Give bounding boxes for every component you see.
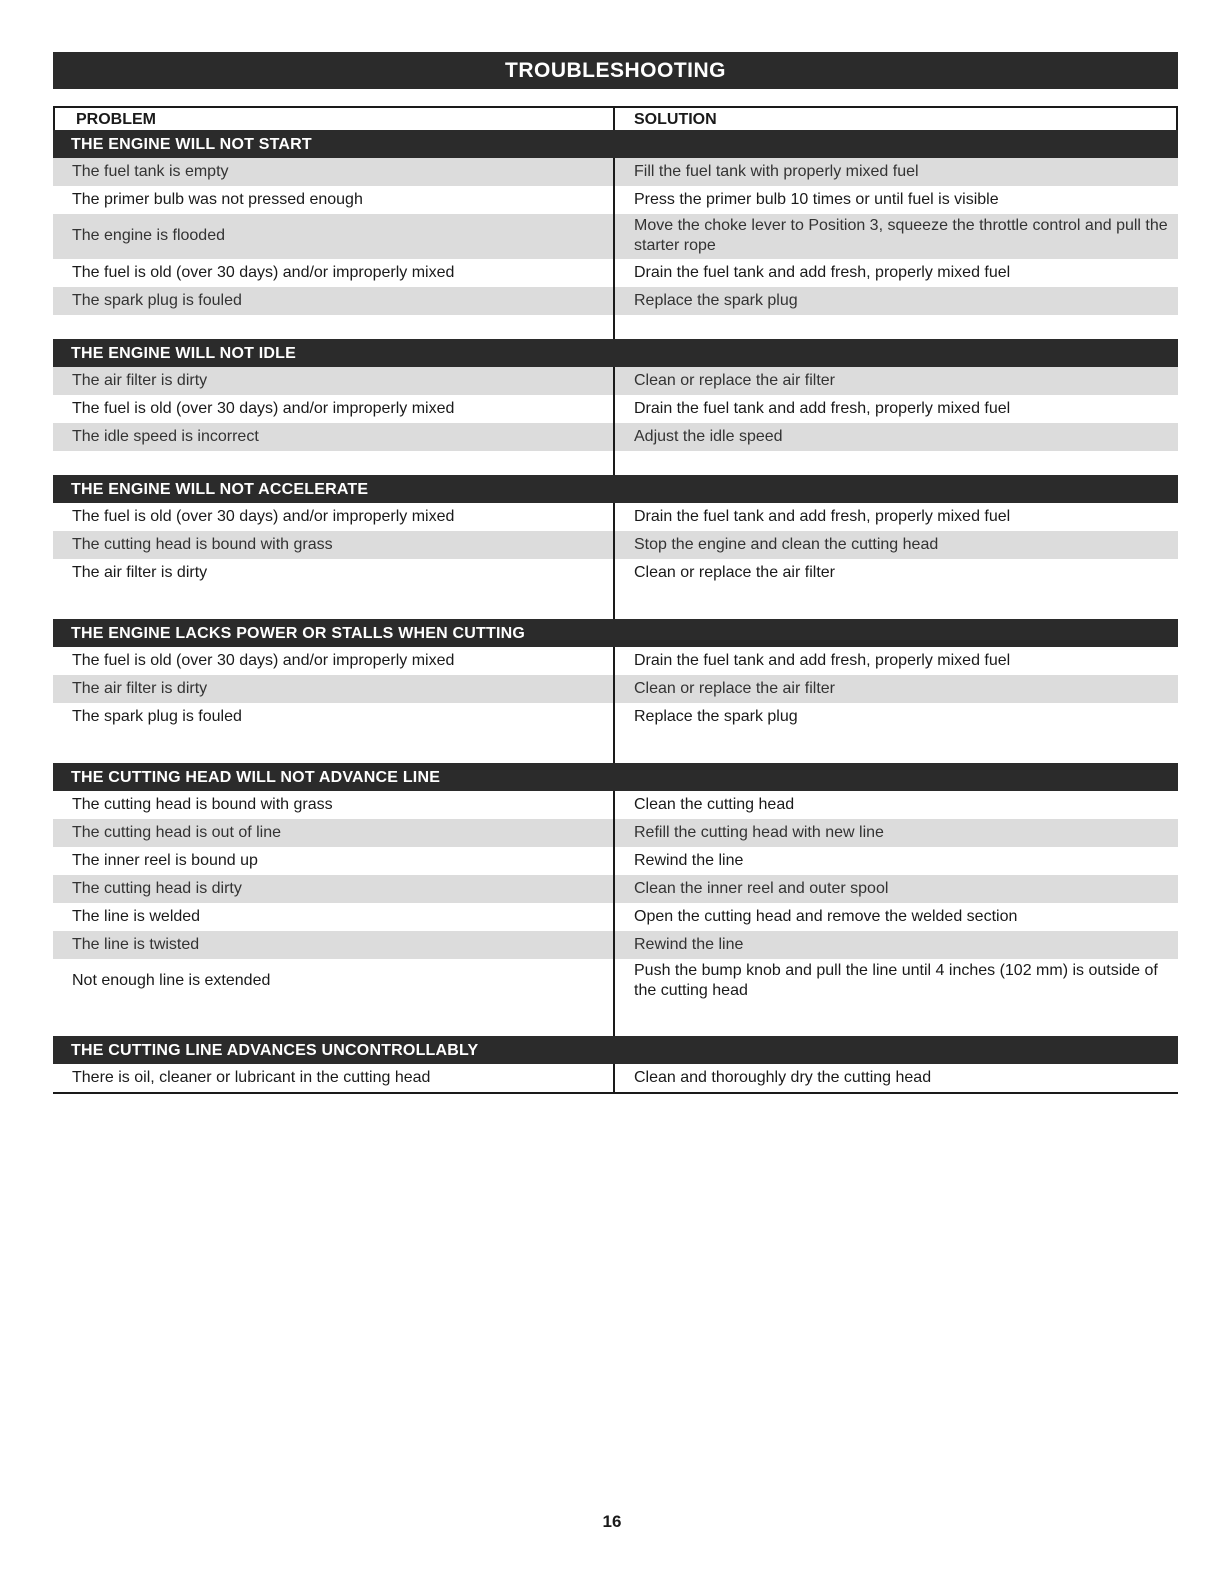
table-row [53,158,1178,186]
column-header-row [53,106,1178,130]
table-row [53,503,1178,531]
section-title: THE ENGINE WILL NOT ACCELERATE [53,475,1178,503]
table-row [53,819,1178,847]
section-spacer [53,1004,1178,1036]
table-row [53,367,1178,395]
problem-cell: The cutting head is out of line [53,819,615,847]
table-row [53,647,1178,675]
column-divider [613,315,615,339]
solution-cell: Open the cutting head and remove the welded section [634,908,1018,925]
table-row [53,791,1178,819]
table-row [53,903,1178,931]
section-title: THE ENGINE WILL NOT IDLE [53,339,1178,367]
solution-cell: Clean or replace the air filter [634,680,835,697]
problem-cell: The fuel is old (over 30 days) and/or improperly mixed [53,647,615,675]
table-row [53,931,1178,959]
solution-cell: Drain the fuel tank and add fresh, properly mixed fuel [634,400,1011,417]
table-row [53,531,1178,559]
problem-cell: The cutting head is bound with grass [53,791,615,819]
table-row [53,287,1178,315]
table-row [53,214,1178,259]
solution-column-header: SOLUTION [634,111,717,128]
solution-cell: Push the bump knob and pull the line until 4 inches (102 mm) is outside of the cutting head [634,962,1158,999]
table-row [53,675,1178,703]
table-row [53,847,1178,875]
solution-cell: Stop the engine and clean the cutting head [634,536,939,553]
table-row [53,1064,1178,1092]
table-row [53,703,1178,731]
solution-cell: Drain the fuel tank and add fresh, properly mixed fuel [634,264,1011,281]
problem-cell: The fuel is old (over 30 days) and/or improperly mixed [53,395,615,423]
solution-cell: Replace the spark plug [634,292,798,309]
page-title: TROUBLESHOOTING [53,52,1178,89]
problem-cell: The engine is flooded [53,214,615,259]
problem-cell: The fuel is old (over 30 days) and/or improperly mixed [53,503,615,531]
problem-cell: The inner reel is bound up [53,847,615,875]
solution-cell: Rewind the line [634,852,744,869]
solution-cell: Adjust the idle speed [634,428,783,445]
section-title: THE ENGINE WILL NOT START [53,130,1178,158]
problem-cell: The line is twisted [53,931,615,959]
column-divider [613,1004,615,1036]
problem-cell: The cutting head is dirty [53,875,615,903]
solution-cell: Drain the fuel tank and add fresh, properly mixed fuel [634,652,1011,669]
problem-cell: The air filter is dirty [53,367,615,395]
table-bottom-rule [53,1092,1178,1094]
solution-cell: Refill the cutting head with new line [634,824,884,841]
column-divider [613,451,615,475]
problem-cell: The fuel tank is empty [53,158,615,186]
table-row [53,875,1178,903]
table-row [53,959,1178,1004]
table-row [53,559,1178,587]
solution-cell: Replace the spark plug [634,708,798,725]
section-spacer [53,731,1178,763]
table-row [53,259,1178,287]
page-number: 16 [602,1512,622,1531]
table-row [53,395,1178,423]
table-row [53,186,1178,214]
section-spacer [53,451,1178,475]
section-title: THE CUTTING LINE ADVANCES UNCONTROLLABLY [53,1036,1178,1064]
solution-cell: Drain the fuel tank and add fresh, properly mixed fuel [634,508,1011,525]
problem-column-header: PROBLEM [55,108,615,130]
section-spacer [53,587,1178,619]
problem-cell: The air filter is dirty [53,675,615,703]
solution-cell: Rewind the line [634,936,744,953]
solution-cell: Move the choke lever to Position 3, squeeze the throttle control and pull the starter rope [634,217,1168,254]
problem-cell: The spark plug is fouled [53,287,615,315]
problem-cell: Not enough line is extended [53,959,615,1004]
section-spacer [53,315,1178,339]
solution-cell: Press the primer bulb 10 times or until fuel is visible [634,191,999,208]
problem-cell: The air filter is dirty [53,559,615,587]
problem-cell: The idle speed is incorrect [53,423,615,451]
column-divider [613,731,615,763]
problem-cell: There is oil, cleaner or lubricant in the cutting head [53,1064,615,1092]
table-row [53,423,1178,451]
problem-cell: The line is welded [53,903,615,931]
solution-cell: Fill the fuel tank with properly mixed fuel [634,163,919,180]
solution-cell: Clean or replace the air filter [634,372,835,389]
solution-cell: Clean the inner reel and outer spool [634,880,889,897]
solution-cell: Clean or replace the air filter [634,564,835,581]
solution-cell: Clean the cutting head [634,796,795,813]
solution-cell: Clean and thoroughly dry the cutting head [634,1069,932,1086]
problem-cell: The spark plug is fouled [53,703,615,731]
troubleshooting-table [53,106,1178,1094]
problem-cell: The primer bulb was not pressed enough [53,186,615,214]
column-divider [613,587,615,619]
problem-cell: The cutting head is bound with grass [53,531,615,559]
problem-cell: The fuel is old (over 30 days) and/or improperly mixed [53,259,615,287]
section-title: THE CUTTING HEAD WILL NOT ADVANCE LINE [53,763,1178,791]
section-title: THE ENGINE LACKS POWER OR STALLS WHEN CUTTING [53,619,1178,647]
